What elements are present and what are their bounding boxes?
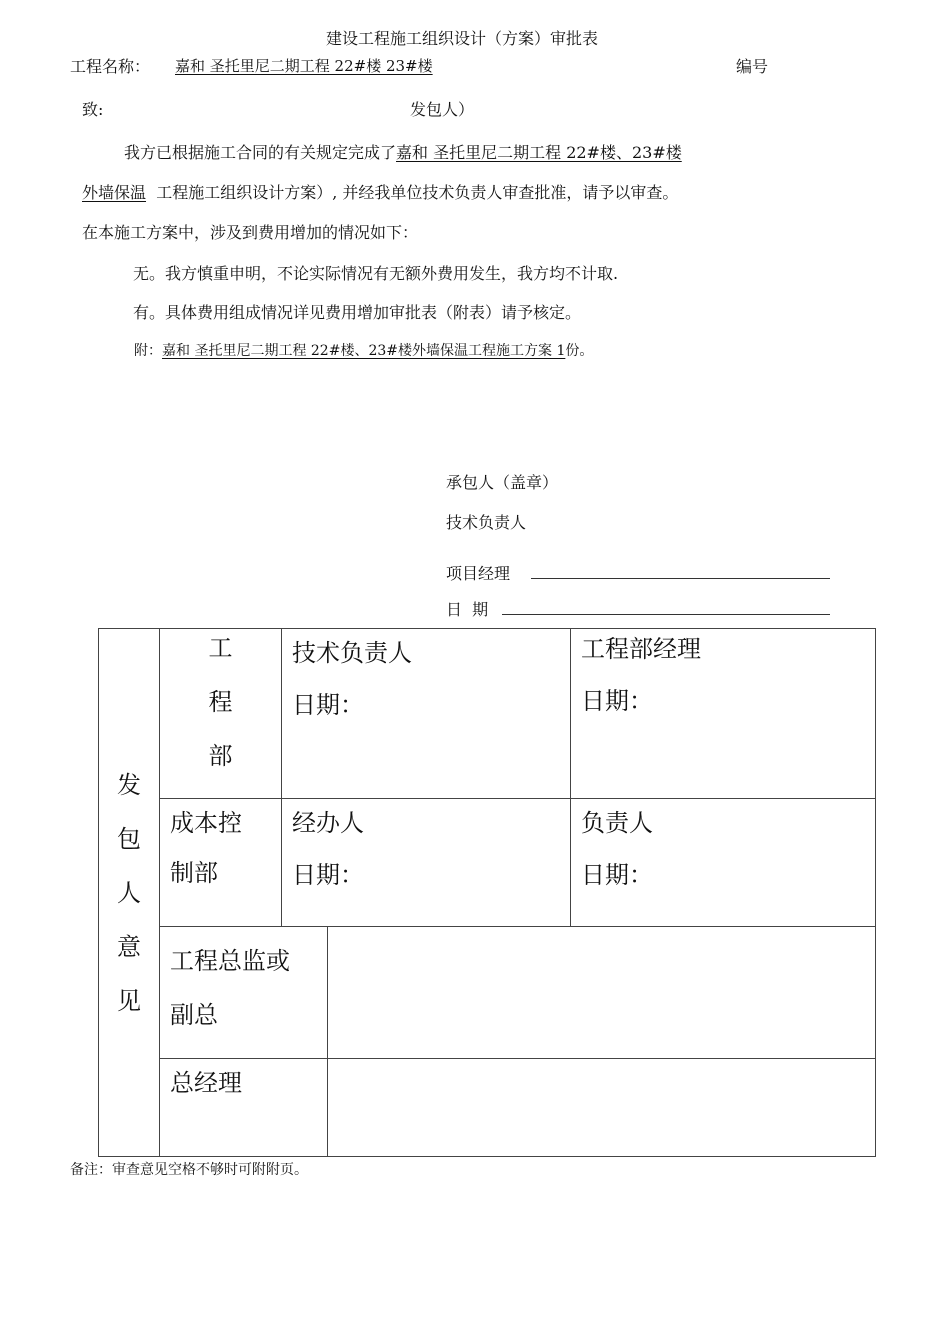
contractor-seal: 承包人（盖章） bbox=[446, 473, 559, 492]
cost-control-line-1: 成本控 bbox=[170, 809, 242, 837]
project-manager-label: 项目经理 bbox=[446, 564, 511, 583]
number-label: 编号 bbox=[736, 57, 769, 76]
para2-scope: 外墙保温 bbox=[82, 183, 147, 202]
side-char-2: 包 bbox=[117, 824, 141, 853]
eng-char-2: 程 bbox=[208, 688, 233, 716]
handler-signoff-cell[interactable] bbox=[282, 799, 571, 927]
general-manager-text: 总经理 bbox=[170, 1069, 242, 1097]
body-para-1 bbox=[124, 140, 682, 163]
side-char-4: 意 bbox=[117, 932, 141, 961]
attachment-line bbox=[134, 340, 593, 360]
chief-supervisor-opinion-cell[interactable] bbox=[328, 927, 876, 1059]
side-char-1: 发 bbox=[117, 770, 141, 799]
tech-lead-signoff-label: 技术负责人 bbox=[292, 639, 412, 667]
cost-control-dept-label bbox=[160, 799, 282, 927]
chief-supervisor-line-2: 副总 bbox=[170, 1001, 218, 1029]
option-yes: 有。具体费用组成情况详见费用增加审批表（附表）请予核定。 bbox=[133, 303, 582, 322]
tech-lead-signoff-cell[interactable] bbox=[282, 629, 571, 799]
attachment-title: 嘉和 圣托里尼二期工程 22#楼、23#楼外墙保温工程施工方案 1 bbox=[162, 343, 566, 359]
para2-rest: 工程施工组织设计方案）, 并经我单位技术负责人审查批准，请予以审查。 bbox=[146, 183, 679, 202]
chief-supervisor-line-1: 工程总监或 bbox=[170, 947, 290, 975]
side-char-3: 人 bbox=[117, 878, 141, 907]
review-table bbox=[98, 628, 876, 1157]
to-label: 致: bbox=[82, 100, 104, 119]
cost-control-line-2: 制部 bbox=[170, 859, 218, 887]
project-name: 嘉和 圣托里尼二期工程 22#楼 23#楼 bbox=[175, 57, 433, 75]
project-manager-signature-line[interactable] bbox=[531, 578, 830, 579]
general-manager-opinion-cell[interactable] bbox=[328, 1059, 876, 1157]
para1-project: 嘉和 圣托里尼二期工程 22#楼、23#楼 bbox=[396, 143, 682, 162]
side-label-employer-opinion bbox=[99, 629, 160, 1157]
handler-date-label: 日期： bbox=[292, 861, 364, 889]
date-signature-line[interactable] bbox=[502, 614, 830, 615]
chief-supervisor-label bbox=[160, 927, 328, 1059]
general-manager-label bbox=[160, 1059, 328, 1157]
body-para-2 bbox=[82, 180, 678, 203]
eng-char-1: 工 bbox=[208, 634, 233, 662]
person-in-charge-signoff-cell[interactable] bbox=[571, 799, 876, 927]
footnote: 备注：审查意见空格不够时可附附页。 bbox=[70, 1162, 308, 1178]
para1-prefix: 我方已根据施工合同的有关规定完成了 bbox=[124, 143, 397, 162]
project-name-label: 工程名称： bbox=[70, 57, 151, 76]
handler-label: 经办人 bbox=[292, 809, 364, 837]
person-in-charge-label: 负责人 bbox=[581, 809, 653, 837]
eng-manager-date-label: 日期： bbox=[581, 687, 653, 715]
attachment-suffix: 份。 bbox=[565, 343, 594, 359]
eng-manager-signoff-cell[interactable] bbox=[571, 629, 876, 799]
body-para-3: 在本施工方案中，涉及到费用增加的情况如下： bbox=[82, 223, 419, 242]
engineering-dept-label bbox=[160, 629, 282, 799]
option-none: 无。我方慎重申明，不论实际情况有无额外费用发生，我方均不计取. bbox=[133, 264, 619, 283]
page-title: 建设工程施工组织设计（方案）审批表 bbox=[326, 29, 599, 48]
side-char-5: 见 bbox=[117, 986, 141, 1015]
person-in-charge-date-label: 日期： bbox=[581, 861, 653, 889]
to-party: 发包人） bbox=[410, 100, 475, 119]
date-label: 日 期 bbox=[446, 600, 489, 619]
tech-lead-date-label: 日期： bbox=[292, 691, 364, 719]
eng-manager-label: 工程部经理 bbox=[581, 635, 701, 663]
tech-lead-label: 技术负责人 bbox=[446, 513, 527, 532]
eng-char-3: 部 bbox=[208, 742, 233, 770]
attachment-label: 附： bbox=[134, 343, 162, 359]
